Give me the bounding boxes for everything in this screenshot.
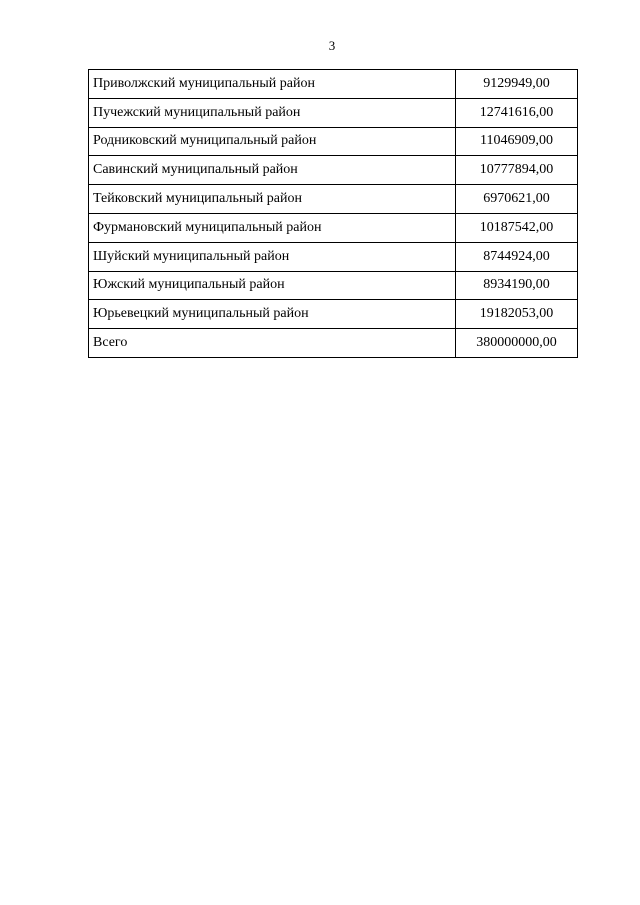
district-name-cell: Шуйский муниципальный район [89, 242, 456, 271]
total-amount-cell: 380000000,00 [456, 329, 578, 358]
district-name-cell: Южский муниципальный район [89, 271, 456, 300]
table-row [89, 242, 578, 271]
allocation-table-body [89, 70, 578, 358]
table-row [89, 156, 578, 185]
amount-cell: 10187542,00 [456, 213, 578, 242]
allocation-table [88, 69, 578, 358]
table-row [89, 185, 578, 214]
table-row [89, 98, 578, 127]
amount-cell: 6970621,00 [456, 185, 578, 214]
amount-cell: 19182053,00 [456, 300, 578, 329]
table-row [89, 213, 578, 242]
district-name-cell: Юрьевецкий муниципальный район [89, 300, 456, 329]
amount-cell: 10777894,00 [456, 156, 578, 185]
amount-cell: 8934190,00 [456, 271, 578, 300]
district-name-cell: Савинский муниципальный район [89, 156, 456, 185]
district-name-cell: Тейковский муниципальный район [89, 185, 456, 214]
total-label-cell: Всего [89, 329, 456, 358]
district-name-cell: Пучежский муниципальный район [89, 98, 456, 127]
amount-cell: 11046909,00 [456, 127, 578, 156]
district-name-cell: Родниковский муниципальный район [89, 127, 456, 156]
table-row [89, 127, 578, 156]
district-name-cell: Фурмановский муниципальный район [89, 213, 456, 242]
table-row [89, 300, 578, 329]
table-row [89, 271, 578, 300]
amount-cell: 9129949,00 [456, 70, 578, 99]
total-row [89, 329, 578, 358]
amount-cell: 12741616,00 [456, 98, 578, 127]
table-row [89, 70, 578, 99]
page-number: 3 [328, 38, 336, 53]
district-name-cell: Приволжский муниципальный район [89, 70, 456, 99]
amount-cell: 8744924,00 [456, 242, 578, 271]
